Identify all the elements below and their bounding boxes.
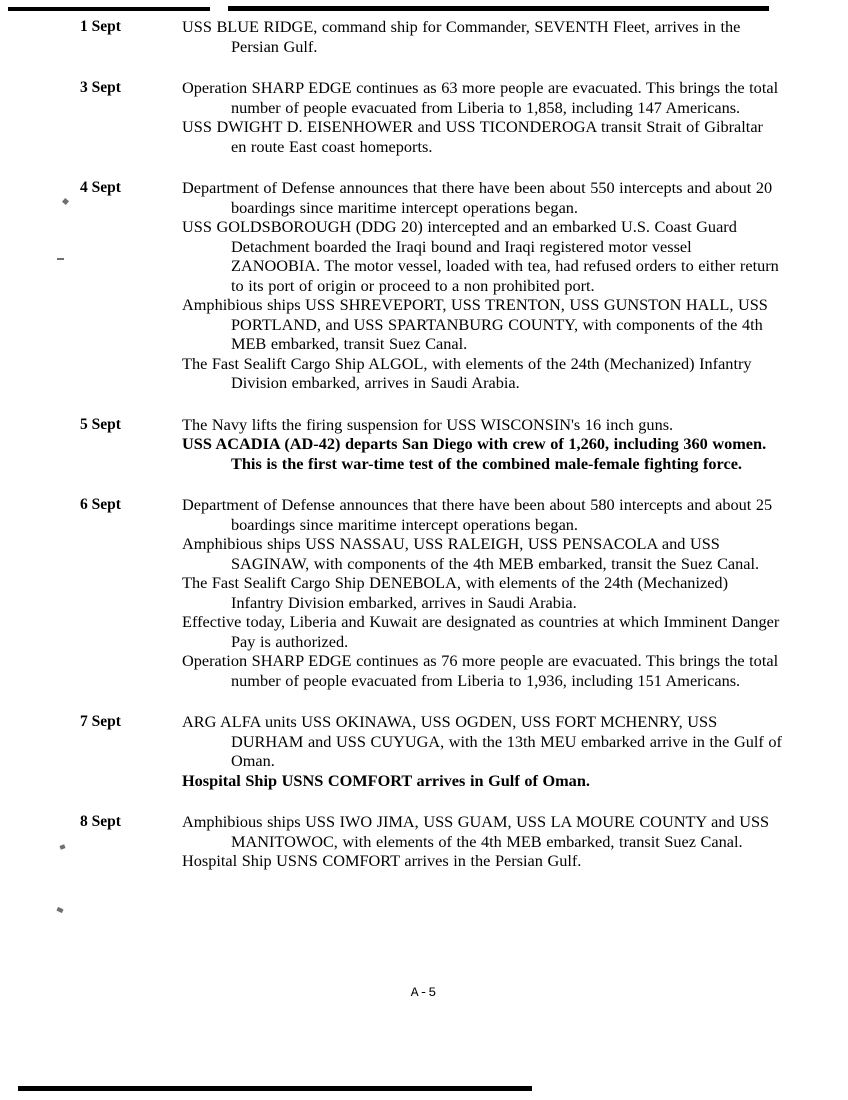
entry-item: ARG ALFA units USS OKINAWA, USS OGDEN, USS FORT MCHENRY, USS DURHAM and USS CUYUGA, with the 13th MEU embarked arrive in the Gulf of Oman. xyxy=(182,712,782,770)
entry-item: Operation SHARP EDGE continues as 76 more people are evacuated. This brings the total number of people evacuated from Liberia to 1,936, including 151 Americans. xyxy=(182,651,779,690)
entry-item: Amphibious ships USS NASSAU, USS RALEIGH, USS PENSACOLA and USS SAGINAW, with components of the 4th MEB embarked, transit the Suez Canal. xyxy=(182,534,760,573)
entry-date: 5 Sept xyxy=(80,415,121,433)
top-rule-left-segment xyxy=(8,7,210,11)
scan-artifact xyxy=(56,907,63,913)
entry-item: Amphibious ships USS SHREVEPORT, USS TRENTON, USS GUNSTON HALL, USS PORTLAND, and USS SPARTANBURG COUNTY, with components of the 4th MEB embarked, transit Suez Canal. xyxy=(182,295,768,353)
chronology-entry xyxy=(80,495,786,690)
entry-item: Amphibious ships USS IWO JIMA, USS GUAM, USS LA MOURE COUNTY and USS MANITOWOC, with elements of the 4th MEB embarked, transit Suez Canal. xyxy=(182,812,770,851)
entry-date: 7 Sept xyxy=(80,713,121,730)
entry-item: Hospital Ship USNS COMFORT arrives in the Persian Gulf. xyxy=(182,851,582,870)
entry-item: USS ACADIA (AD-42) departs San Diego with crew of 1,260, including 360 women. This is the first war-time test of the combined male-female fighting force. xyxy=(182,434,767,473)
entry-date: 4 Sept xyxy=(80,179,121,196)
chronology-entry xyxy=(80,415,786,474)
entry-items xyxy=(182,178,782,393)
entry-items xyxy=(182,495,782,690)
chronology-entry xyxy=(80,712,786,790)
entry-items xyxy=(182,17,782,56)
entry-date: 6 Sept xyxy=(80,496,121,513)
entry-item: Department of Defense announces that there have been about 580 intercepts and about 25 boardings since maritime intercept operations began. xyxy=(182,495,773,534)
entry-item: The Fast Sealift Cargo Ship ALGOL, with elements of the 24th (Mechanized) Infantry Division embarked, arrives in Saudi Arabia. xyxy=(182,353,752,392)
entry-items xyxy=(182,712,782,790)
chronology-entry xyxy=(80,178,786,393)
entry-item: The Navy lifts the firing suspension for USS WISCONSIN's 16 inch guns. xyxy=(182,414,674,434)
chronology-entry xyxy=(80,17,786,56)
entry-item: Effective today, Liberia and Kuwait are designated as countries at which Imminent Danger Pay is authorized. xyxy=(182,612,780,651)
chronology-list xyxy=(80,17,786,893)
entry-item: Department of Defense announces that there have been about 550 intercepts and about 20 boardings since maritime intercept operations began. xyxy=(182,178,773,217)
chronology-entry xyxy=(80,78,786,156)
entry-item: The Fast Sealift Cargo Ship DENEBOLA, with elements of the 24th (Mechanized) Infantry Division embarked, arrives in Saudi Arabia. xyxy=(182,573,728,612)
entry-items xyxy=(182,812,782,871)
entry-items xyxy=(182,78,782,156)
entry-item: Hospital Ship USNS COMFORT arrives in Gulf of Oman. xyxy=(182,770,590,790)
scan-artifact xyxy=(62,198,69,205)
bottom-rule xyxy=(18,1086,532,1091)
top-rule-right-segment xyxy=(228,6,769,11)
entry-date: 1 Sept xyxy=(80,18,121,35)
entry-items xyxy=(182,415,782,474)
entry-date: 8 Sept xyxy=(80,813,121,830)
entry-item: Operation SHARP EDGE continues as 63 more people are evacuated. This brings the total number of people evacuated from Liberia to 1,858, including 147 Americans. xyxy=(182,78,779,117)
entry-item: USS GOLDSBOROUGH (DDG 20) intercepted and an embarked U.S. Coast Guard Detachment boarded the Iraqi bound and Iraqi registered motor vessel ZANOOBIA. The motor vessel, loaded with tea, had refused orders to either return to its port of origin or proceed to a non prohibited port. xyxy=(182,217,779,295)
scan-artifact xyxy=(57,258,64,260)
page-number: A-5 xyxy=(410,985,438,1000)
chronology-entry xyxy=(80,812,786,871)
entry-date: 3 Sept xyxy=(80,79,121,96)
scan-artifact xyxy=(59,844,65,849)
entry-item: USS DWIGHT D. EISENHOWER and USS TICONDEROGA transit Strait of Gibraltar en route East coast homeports. xyxy=(182,117,763,156)
entry-item: USS BLUE RIDGE, command ship for Commander, SEVENTH Fleet, arrives in the Persian Gulf. xyxy=(182,17,741,56)
